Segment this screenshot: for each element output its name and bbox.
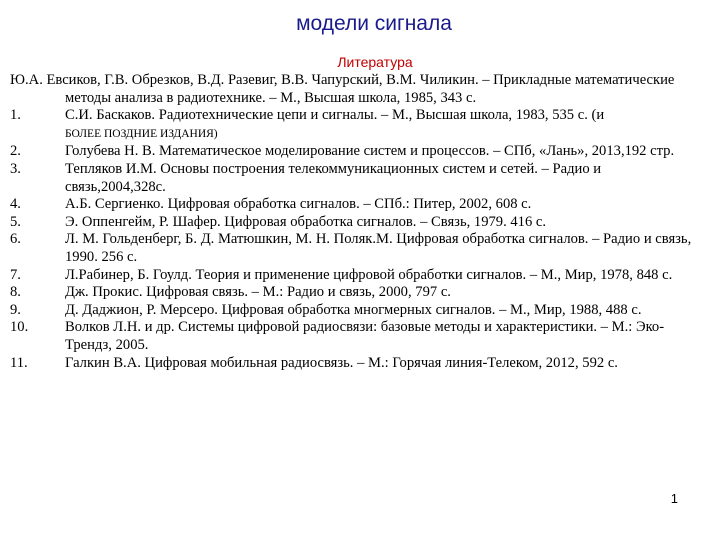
reference-item-5 [10, 214, 700, 232]
reference-item-1 [10, 107, 700, 143]
reference-text: А.Б. Сергиенко. Цифровая обработка сигналов. – СПб.: Питер, 2002, 608 с. [65, 196, 532, 213]
reference-text: Дж. Прокис. Цифровая связь. – М.: Радио и связь, 2000, 797 с. [65, 284, 451, 301]
bibliography-list [10, 107, 700, 372]
reference-number: 10. [10, 319, 29, 336]
reference-item-9 [10, 302, 700, 320]
reference-text: Волков Л.Н. и др. Системы цифровой радиосвязи: базовые методы и характеристики. – М.: Эко-Трендз, 2005. [65, 319, 665, 353]
reference-item-10 [10, 319, 700, 354]
page-number: 1 [670, 491, 678, 506]
reference-note: БОЛЕЕ ПОЗДНИЕ ИЗДАНИЯ) [65, 127, 218, 140]
bibliography [10, 72, 700, 372]
reference-item-3 [10, 161, 700, 196]
bibliography-intro: Ю.А. Евсиков, Г.В. Обрезков, В.Д. Разевиг, В.В. Чапурский, В.М. Чиликин. – Прикладные математические методы анализа в радиотехнике. – М., Высшая школа, 1985, 343 с. [10, 72, 675, 106]
reference-number: 4. [10, 196, 21, 213]
reference-text: Д. Даджион, Р. Мерсеро. Цифровая обработка многмерных сигналов. – М., Мир, 1988, 488 с. [65, 301, 642, 318]
reference-text: Голубева Н. В. Математическое моделирование систем и процессов. – СПб, «Лань», 2013,192 стр. [65, 143, 675, 160]
reference-number: 1. [10, 107, 21, 124]
reference-number: 5. [10, 213, 21, 230]
reference-text: С.И. Баскаков. Радиотехнические цепи и сигналы. – М., Высшая школа, 1983, 535 с. (и [65, 107, 605, 124]
reference-number: 2. [10, 143, 21, 160]
reference-number: 7. [10, 266, 21, 283]
reference-item-2 [10, 143, 700, 161]
reference-text: Галкин В.А. Цифровая мобильная радиосвязь. – М.: Горячая линия-Телеком, 2012, 592 с. [65, 354, 618, 371]
reference-text: Л.Рабинер, Б. Гоулд. Теория и применение цифровой обработки сигналов. – М., Мир, 1978, 848 с. [65, 266, 673, 283]
reference-item-11 [10, 355, 700, 373]
literature-heading: Литература [337, 54, 413, 70]
slide-title: модели сигнала [296, 12, 452, 35]
reference-item-6 [10, 231, 700, 266]
reference-text: Л. М. Гольденберг, Б. Д. Матюшкин, М. Н. Поляк.М. Цифровая обработка сигналов. – Радио и связь, 1990. 256 с. [65, 231, 692, 265]
reference-text: Э. Оппенгейм, Р. Шафер. Цифровая обработка сигналов. – Связь, 1979. 416 с. [65, 213, 547, 230]
reference-number: 6. [10, 231, 21, 248]
reference-text: Тепляков И.М. Основы построения телекоммуникационных систем и сетей. – Радио и связь,2004,328с. [65, 160, 602, 195]
reference-number: 11. [10, 354, 28, 371]
reference-item-8 [10, 284, 700, 302]
reference-item-7 [10, 267, 700, 285]
reference-item-4 [10, 196, 700, 214]
reference-number: 9. [10, 301, 21, 318]
reference-number: 3. [10, 160, 21, 177]
reference-number: 8. [10, 284, 21, 301]
